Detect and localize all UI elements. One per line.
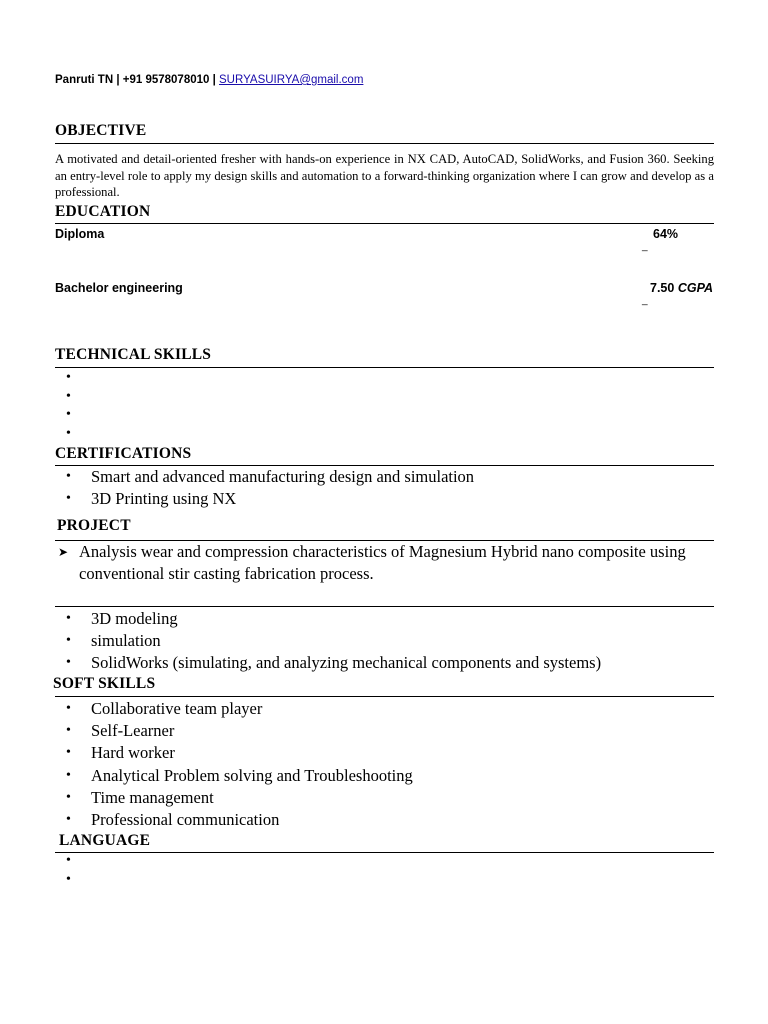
soft-skills-heading: SOFT SKILLS [53, 675, 156, 692]
project-text: Analysis wear and compression characteristics of Magnesium Hybrid nano composite using conventional stir casting fabrication process. [79, 542, 686, 583]
language-divider [55, 852, 714, 853]
language-heading: LANGUAGE [59, 832, 151, 849]
list-item: • Collaborative team player [66, 698, 413, 720]
objective-heading: OBJECTIVE [55, 122, 147, 139]
project-heading: PROJECT [57, 517, 131, 534]
email-link[interactable]: SURYASUIRYA@gmail.com [219, 74, 364, 86]
education-divider [55, 223, 714, 224]
list-item: • Professional communication [66, 809, 413, 831]
education-score-value: 64% [653, 227, 679, 241]
list-item: • Smart and advanced manufacturing design and simulation [66, 466, 474, 488]
education-score-diploma [653, 227, 678, 241]
list-item: • Analytical Problem solving and Troubleshooting [66, 765, 413, 787]
list-item: • 3D modeling [66, 608, 601, 630]
list-item [66, 425, 91, 444]
list-item [66, 369, 91, 388]
list-item: • simulation [66, 630, 601, 652]
certifications-list [66, 466, 474, 510]
technical-skills-heading: TECHNICAL SKILLS [55, 346, 212, 363]
list-item [66, 406, 91, 425]
education-score-value: 7.50 [650, 281, 675, 295]
skills-list [66, 608, 601, 675]
arrow-bullet-icon: ➤ [58, 545, 69, 559]
contact-info: Panruti TN | +91 9578078010 | [55, 74, 220, 86]
list-item: • Self-Learner [66, 720, 413, 742]
project-item [58, 541, 718, 585]
list-item [66, 852, 91, 871]
language-list [66, 852, 91, 889]
education-dash: _ [642, 295, 648, 306]
list-item [66, 871, 91, 890]
education-score-bachelor [650, 281, 713, 295]
soft-skills-list [66, 698, 413, 831]
education-score-unit: CGPA [677, 281, 714, 295]
list-item: • Hard worker [66, 742, 413, 764]
education-label-diploma: Diploma [55, 227, 105, 241]
list-item [66, 388, 91, 407]
list-item: • 3D Printing using NX [66, 488, 474, 510]
technical-skills-list [66, 369, 91, 443]
project-bottom-divider [55, 606, 714, 607]
education-heading: EDUCATION [55, 203, 151, 220]
contact-line [55, 74, 363, 86]
soft-skills-divider [55, 696, 714, 697]
education-label-bachelor: Bachelor engineering [55, 281, 183, 295]
education-dash: _ [642, 241, 648, 252]
objective-text: A motivated and detail-oriented fresher with hands-on experience in NX CAD, AutoCAD, SolidWorks, and Fusion 360. Seeking an entry-level role to apply my design skills and automation to a forward-thinking organization where I can grow and develop as a professional. [55, 152, 714, 199]
list-item: • Time management [66, 787, 413, 809]
certifications-heading: CERTIFICATIONS [55, 445, 192, 462]
technical-skills-divider [55, 367, 714, 368]
list-item: • SolidWorks (simulating, and analyzing mechanical components and systems) [66, 652, 601, 674]
objective-divider [55, 143, 714, 144]
